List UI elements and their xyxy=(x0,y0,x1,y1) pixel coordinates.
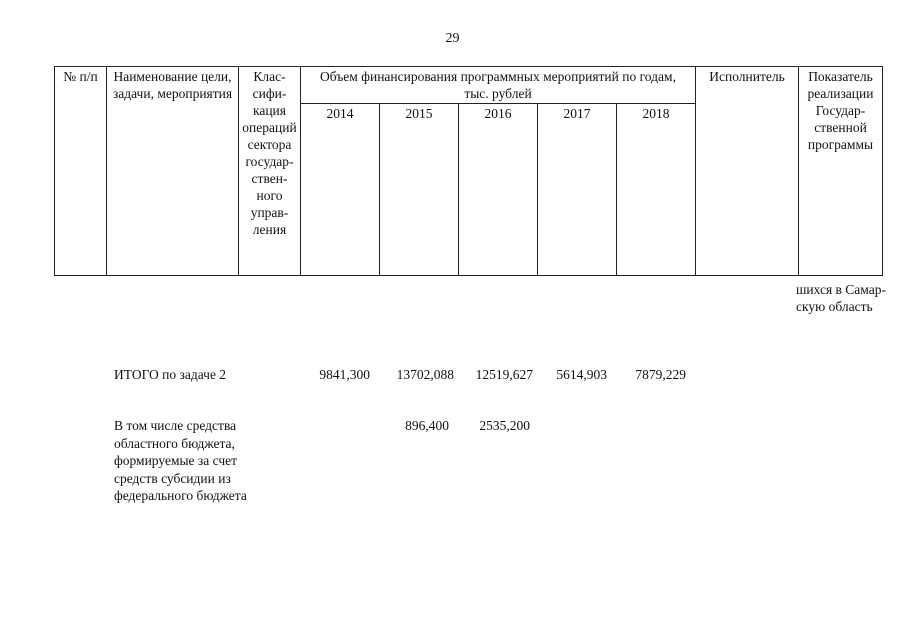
header-classification: Классификация операций сектора государственного управления xyxy=(239,67,301,276)
subsidy-2015: 896,400 xyxy=(405,418,449,433)
subsidy-2016: 2535,200 xyxy=(479,418,530,433)
table-header xyxy=(54,66,883,276)
header-year: 2014 xyxy=(301,104,380,276)
total-2016: 12519,627 xyxy=(475,367,533,382)
header-year: 2018 xyxy=(617,104,696,276)
total-2018: 7879,229 xyxy=(635,367,686,382)
total-label: ИТОГО по задаче 2 xyxy=(114,367,227,382)
header-number: № п/п xyxy=(55,67,107,276)
page-number: 29 xyxy=(445,31,460,46)
header-year: 2017 xyxy=(538,104,617,276)
header-year: 2016 xyxy=(459,104,538,276)
total-2017: 5614,903 xyxy=(556,367,607,382)
total-2014: 9841,300 xyxy=(319,367,370,382)
header-indicator: Показатель реализации Государственной программы xyxy=(799,67,883,276)
subsidy-label: В том числе средства областного бюджета, формируемые за счет средств субсидии из федерального бюджета xyxy=(114,418,247,503)
header-name: Наименование цели, задачи, мероприятия xyxy=(107,67,239,276)
indicator-continuation: шихся в Самарскую область xyxy=(796,282,886,314)
header-funding: Объем финансирования программных мероприятий по годам, тыс. рублей xyxy=(301,67,696,104)
total-2015: 13702,088 xyxy=(396,367,454,382)
header-executor: Исполнитель xyxy=(696,67,799,276)
header-year: 2015 xyxy=(380,104,459,276)
